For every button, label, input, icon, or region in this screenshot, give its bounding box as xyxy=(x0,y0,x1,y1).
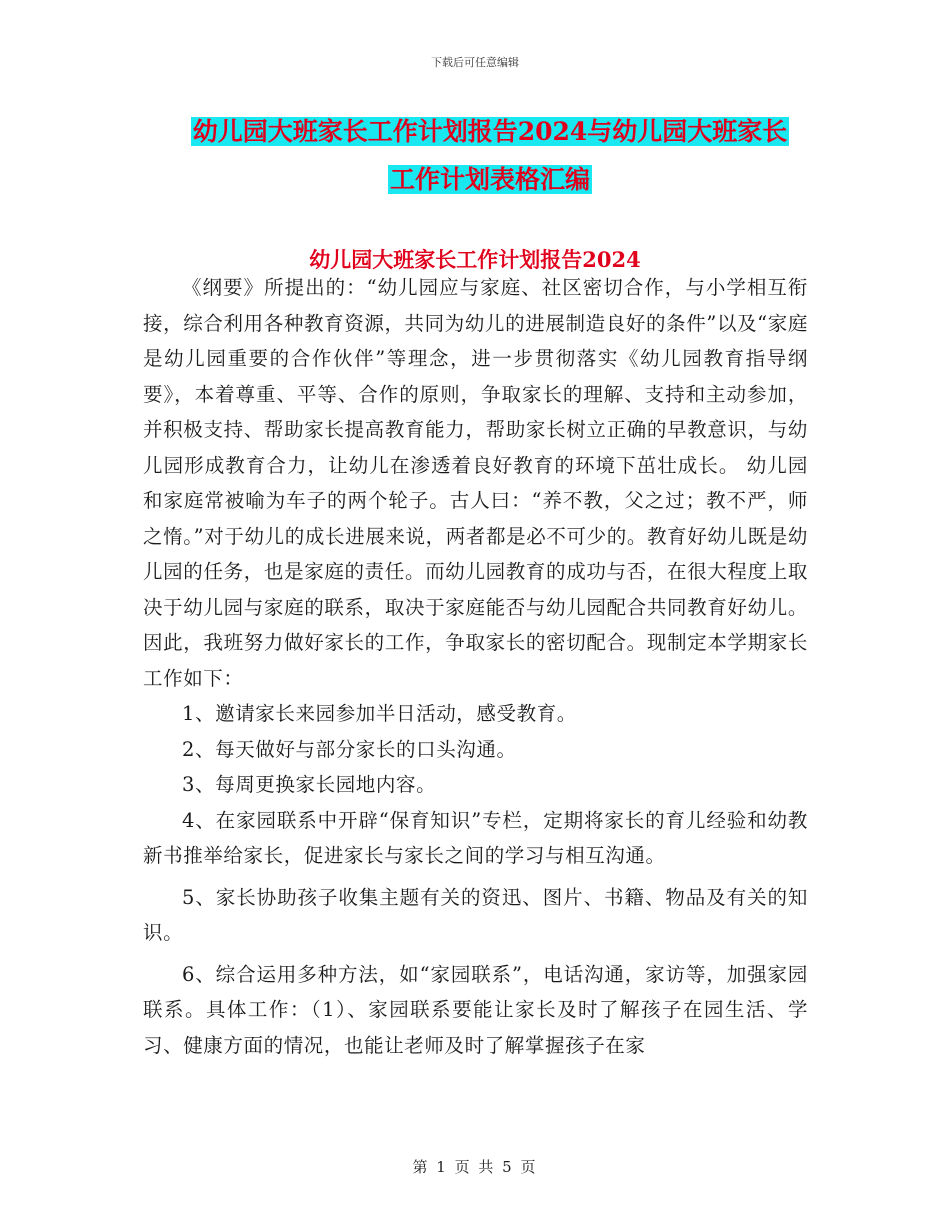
page-footer: 第 1 页 共 5 页 xyxy=(412,1158,538,1176)
header-note: 下载后可任意编辑 xyxy=(431,56,519,69)
section-title: 幼儿园大班家长工作计划报告2024 xyxy=(309,247,641,272)
list-item-2: 2、每天做好与部分家长的口头沟通。 xyxy=(182,737,517,761)
document-body xyxy=(143,270,808,1063)
list-item-5: 5、家长协助孩子收集主题有关的资迅、图片、书籍、物品及有关的知识。 xyxy=(143,885,808,944)
list-item-3: 3、每周更换家长园地内容。 xyxy=(182,773,437,796)
list-item-6: 6、综合运用多种方法，如“家园联系”，电话沟通，家访等，加强家园联系。具体工作：（1）、家园联系要能让家长及时了解孩子在园生活、学习、健康方面的情况，也能让老师及时了解掌握孩子在家 xyxy=(143,962,808,1057)
title-line-1: 幼儿园大班家长工作计划报告2024与幼儿园大班家长 xyxy=(192,117,788,146)
title-line-2: 工作计划表格汇编 xyxy=(389,165,590,194)
list-item-4: 4、在家园联系中开辟“保育知识”专栏，定期将家长的育儿经验和幼教新书推举给家长，促进家长与家长之间的学习与相互沟通。 xyxy=(143,808,808,867)
paragraph-intro: 《纲要》所提出的：“幼儿园应与家庭、社区密切合作，与小学相互衔接，综合利用各种教育资源，共同为幼儿的进展制造良好的条件”以及“家庭是幼儿园重要的合作伙伴”等理念，进一步贯彻落实《幼儿园教育指导纲要》，本着尊重、平等、合作的原则，争取家长的理解、支持和主动参加，并积极支持、帮助家长提高教育能力，帮助家长树立正确的早教意识，与幼儿园形成教育合力，让幼儿在渗透着良好教育的环境下茁壮成长。 幼儿园和家庭常被喻为车子的两个轮子。古人曰：“养不教，父之过；教不严，师之惰。”对于幼儿的成长进展来说，两者都是必不可少的。教育好幼儿既是幼儿园的任务，也是家庭的责任。而幼儿园教育的成功与否，在很大程度上取决于幼儿园与家庭的联系，取决于家庭能否与幼儿园配合共同教育好幼儿。因此，我班努力做好家长的工作，争取家长的密切配合。现制定本学期家长工作如下： xyxy=(143,276,808,690)
list-item-1: 1、邀请家长来园参加半日活动，感受教育。 xyxy=(182,702,577,725)
document-title xyxy=(140,108,840,204)
